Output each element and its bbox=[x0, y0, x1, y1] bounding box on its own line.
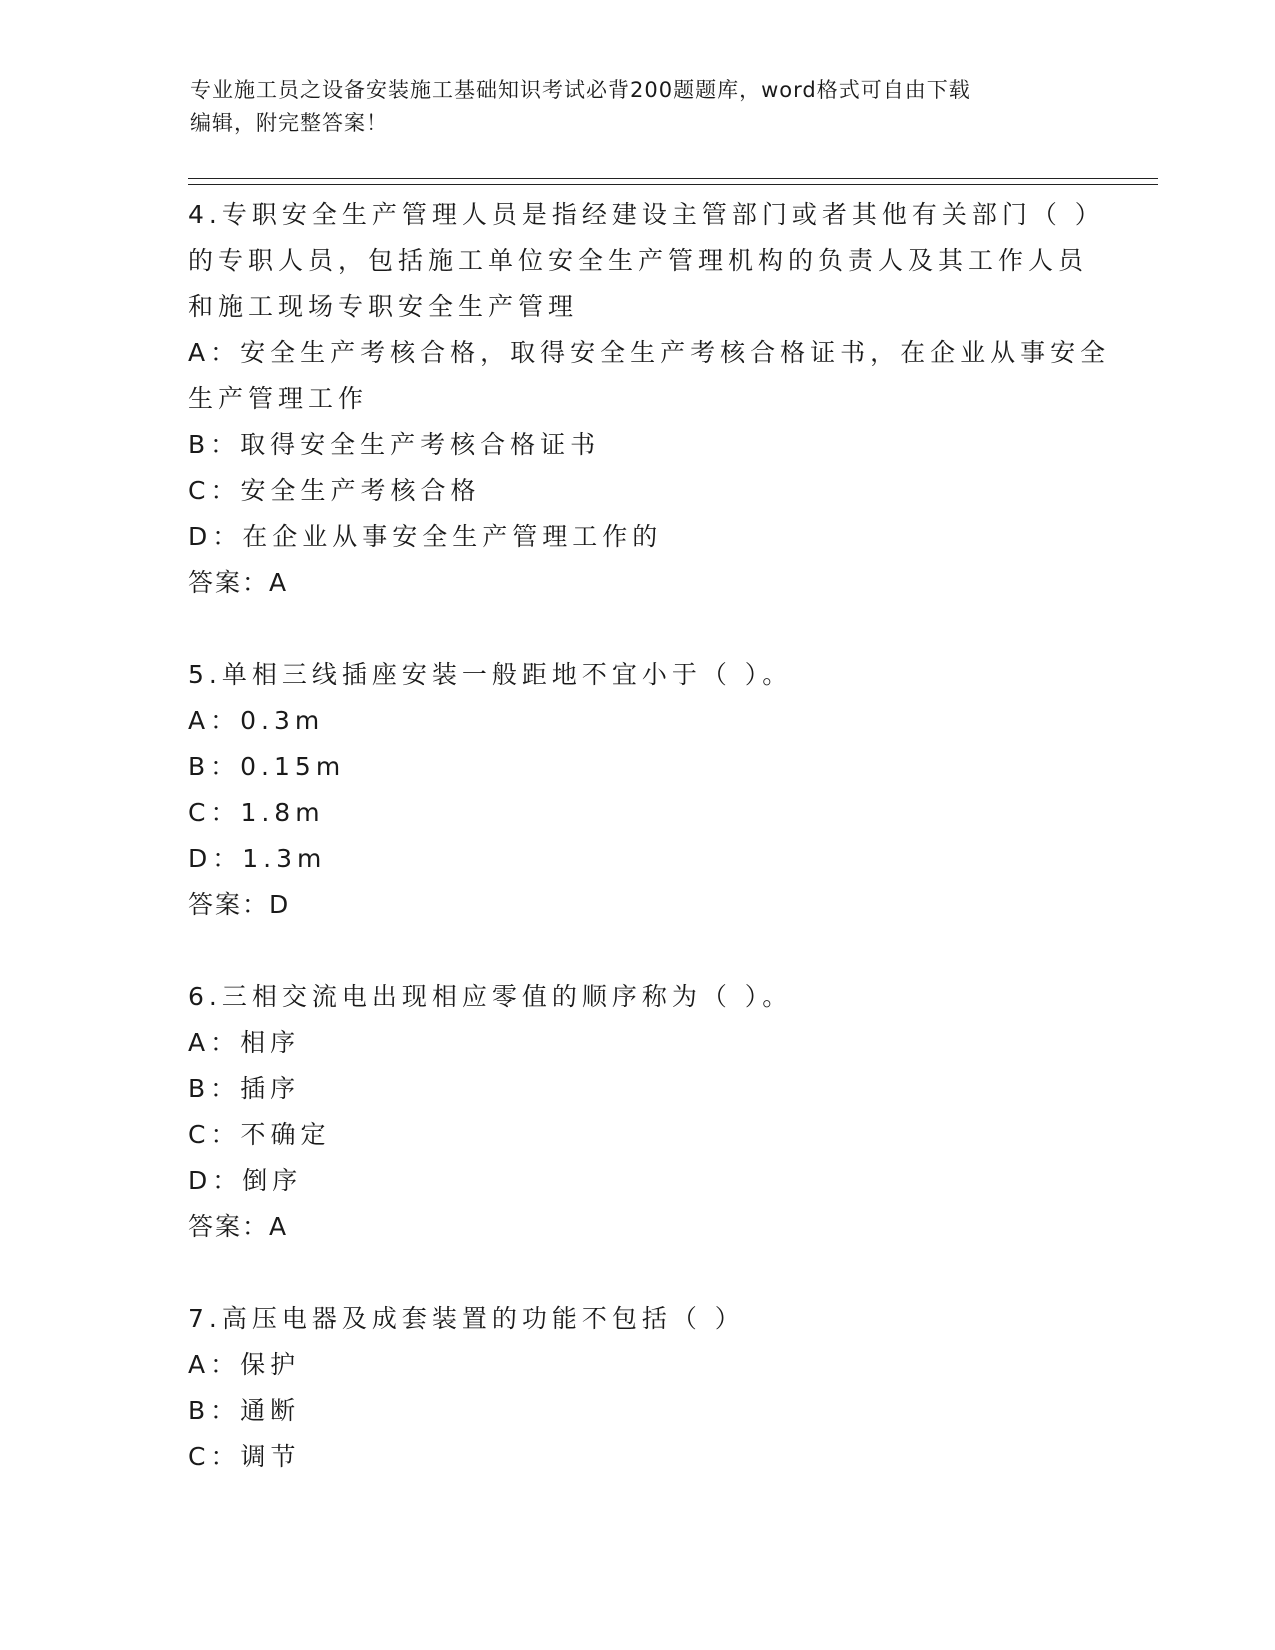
option-a: A：0.3m bbox=[188, 706, 325, 735]
header-line-1: 专业施工员之设备安装施工基础知识考试必背200题题库，word格式可自由下载 bbox=[190, 78, 971, 102]
question-block bbox=[188, 652, 1088, 928]
question-stem: 6.三相交流电出现相应零值的顺序称为（ ）。 bbox=[188, 982, 793, 1011]
option-a: A：安全生产考核合格，取得安全生产考核合格证书，在企业从事安全 bbox=[188, 338, 1111, 367]
option-b: B：取得安全生产考核合格证书 bbox=[188, 430, 601, 459]
option-a: A：保护 bbox=[188, 1350, 301, 1379]
option-c: C：安全生产考核合格 bbox=[188, 476, 481, 505]
question-block bbox=[188, 1296, 1088, 1480]
header-rule-bottom bbox=[188, 184, 1158, 185]
option-a-continued: 生产管理工作 bbox=[188, 384, 369, 413]
option-d: D：倒序 bbox=[188, 1166, 303, 1195]
option-d: D：在企业从事安全生产管理工作的 bbox=[188, 522, 663, 551]
question-stem: 4.专职安全生产管理人员是指经建设主管部门或者其他有关部门（ ） bbox=[188, 200, 1105, 229]
option-d: D：1.3m bbox=[188, 844, 327, 873]
answer: 答案：D bbox=[188, 890, 291, 919]
question-stem: 7.高压电器及成套装置的功能不包括（ ） bbox=[188, 1304, 745, 1333]
option-c: C：1.8m bbox=[188, 798, 325, 827]
header-line-2: 编辑，附完整答案！ bbox=[190, 111, 388, 135]
question-stem: 5.单相三线插座安装一般距地不宜小于（ ）。 bbox=[188, 660, 793, 689]
question-stem: 和施工现场专职安全生产管理 bbox=[188, 292, 579, 321]
option-b: B：插序 bbox=[188, 1074, 301, 1103]
question-stem: 的专职人员，包括施工单位安全生产管理机构的负责人及其工作人员 bbox=[188, 246, 1089, 275]
option-c: C：调节 bbox=[188, 1442, 301, 1471]
document-header bbox=[190, 74, 1090, 140]
option-a: A：相序 bbox=[188, 1028, 301, 1057]
option-b: B：通断 bbox=[188, 1396, 301, 1425]
answer: 答案：A bbox=[188, 1212, 289, 1241]
option-c: C：不确定 bbox=[188, 1120, 331, 1149]
question-block bbox=[188, 974, 1088, 1250]
question-list bbox=[188, 192, 1111, 1480]
option-b: B：0.15m bbox=[188, 752, 346, 781]
question-block bbox=[188, 192, 1111, 606]
header-rule-top bbox=[188, 178, 1158, 179]
answer: 答案：A bbox=[188, 568, 289, 597]
